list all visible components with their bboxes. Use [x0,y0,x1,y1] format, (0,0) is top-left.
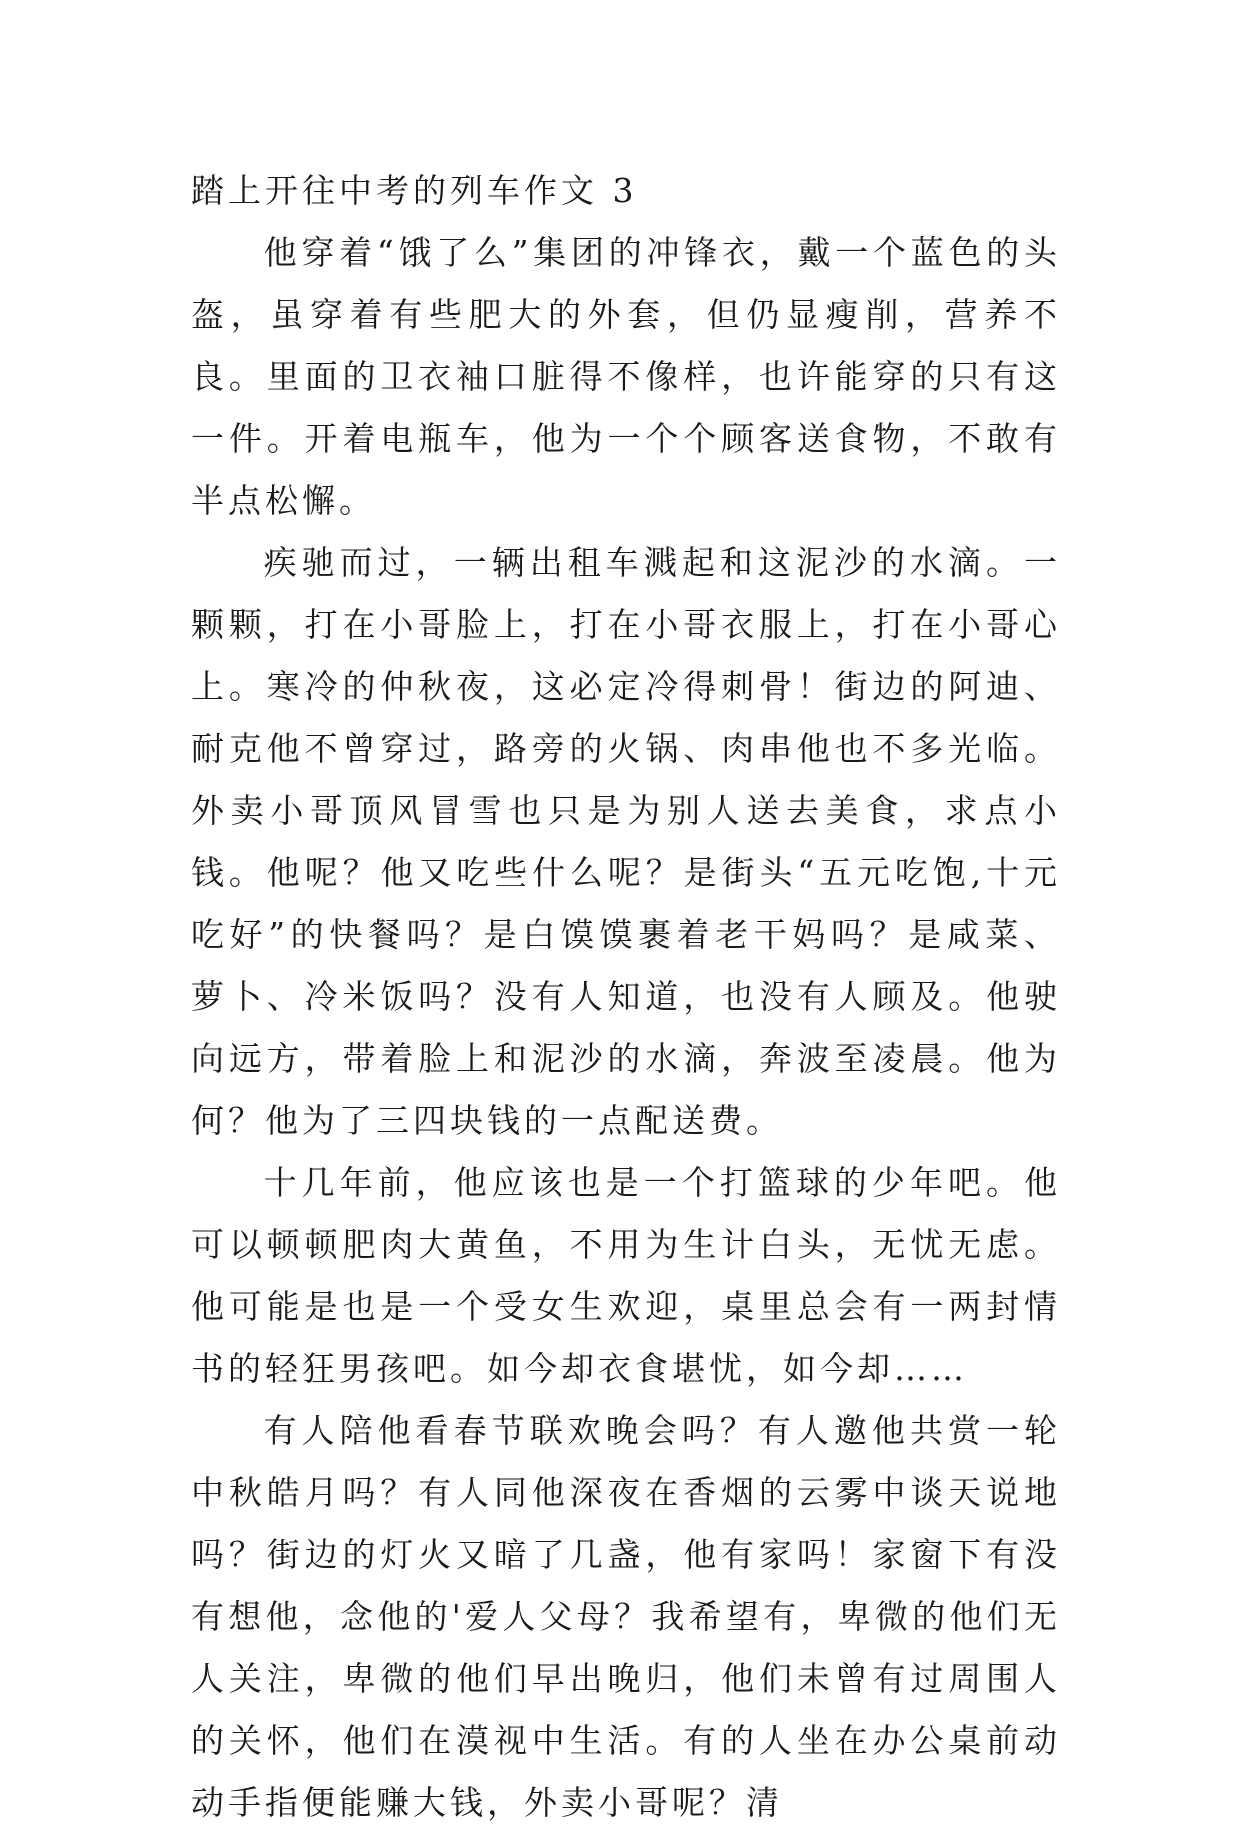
paragraph-1: 他穿着“饿了么”集团的冲锋衣，戴一个蓝色的头盔，虽穿着有些肥大的外套，但仍显瘦削，营养不良。里面的卫衣袖口脏得不像样，也许能穿的只有这一件。开着电瓶车，他为一个个顾客送食物，不敢有半点松懈。 [191,233,1061,520]
paragraph-3: 十几年前，他应该也是一个打篮球的少年吧。他可以顿顿肥肉大黄鱼，不用为生计白头，无忧无虑。他可能是也是一个受女生欢迎，桌里总会有一两封情书的轻狂男孩吧。如今却衣食堪忧，如今却…… [191,1163,1061,1388]
document-body [191,160,1061,1834]
paragraph-4: 有人陪他看春节联欢晚会吗？有人邀他共赏一轮中秋皓月吗？有人同他深夜在香烟的云雾中谈天说地吗？街边的灯火又暗了几盏，他有家吗！家窗下有没有想他，念他的'爱人父母？我希望有，卑微的他们无人关注，卑微的他们早出晚归，他们未曾有过周围人的关怀，他们在漠视中生活。有的人坐在办公桌前动动手指便能赚大钱，外卖小哥呢？清 [191,1411,1061,1822]
paragraph-2: 疾驰而过，一辆出租车溅起和这泥沙的水滴。一颗颗，打在小哥脸上，打在小哥衣服上，打在小哥心上。寒冷的仲秋夜，这必定冷得刺骨！街边的阿迪、耐克他不曾穿过，路旁的火锅、肉串他也不多光临。外卖小哥顶风冒雪也只是为别人送去美食，求点小钱。他呢？他又吃些什么呢？是街头“五元吃饱,十元吃好”的快餐吗？是白馍馍裹着老干妈吗？是咸菜、萝卜、冷米饭吗？没有人知道，也没有人顾及。他驶向远方，带着脸上和泥沙的水滴，奔波至凌晨。他为何？他为了三四块钱的一点配送费。 [191,543,1061,1140]
document-title: 踏上开往中考的列车作文 3 [191,171,638,210]
